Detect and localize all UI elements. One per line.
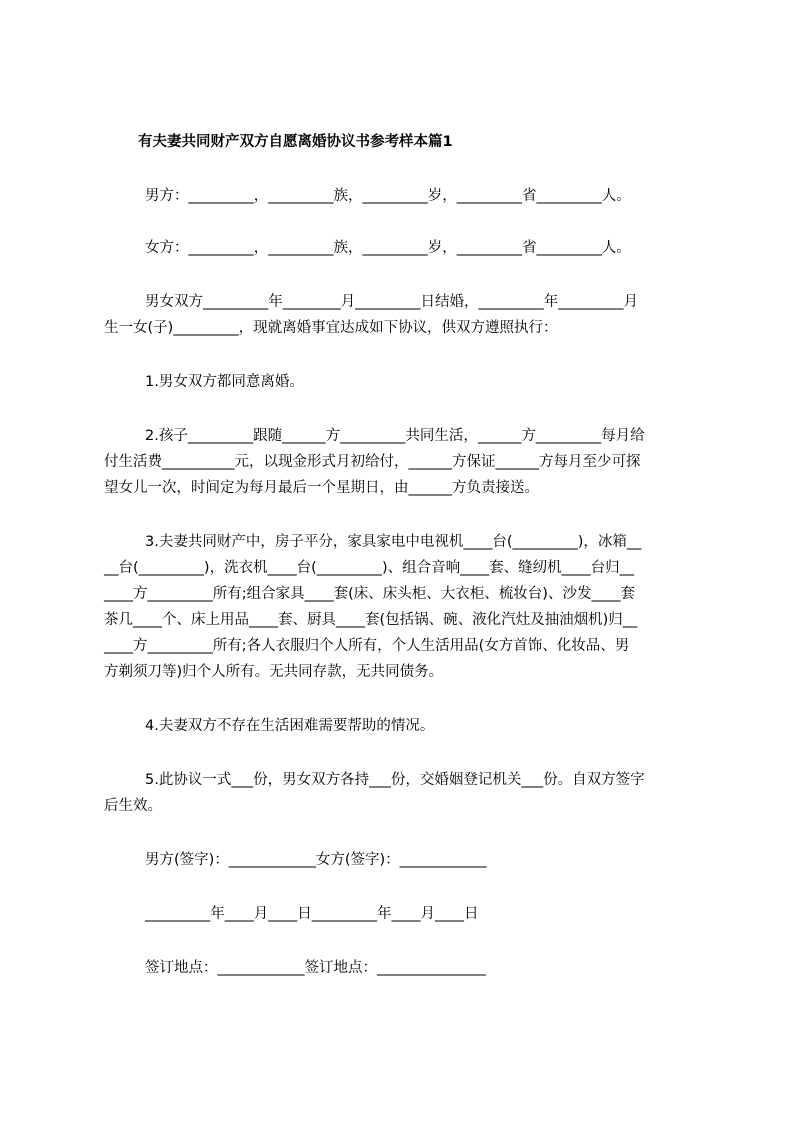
marriage-paragraph-line-2: 生一女(子)_________，现就离婚事宜达成如下协议，供双方遵照执行： xyxy=(104,320,558,336)
clause-3-line-5: ____方_________所有;各人衣服归个人所有，个人生活用品(女方首饰、化妆品、男 xyxy=(104,638,630,654)
clause-1: 1.男女双方都同意离婚。 xyxy=(145,374,304,390)
clause-5-line-2: 后生效。 xyxy=(104,798,162,814)
clause-5-line-1: 5.此协议一式___份，男女双方各持___份，交婚姻登记机关___份。自双方签字 xyxy=(145,772,645,788)
clause-2-line-1: 2.孩子_________跟随______方_________共同生活，______方_________每月给 xyxy=(145,428,645,444)
male-info-line: 男方：_________，_________族，_________岁，_________省_________人。 xyxy=(145,188,631,204)
female-info-line: 女方：_________，_________族，_________岁，_________省_________人。 xyxy=(145,240,631,256)
place-line: 签订地点：____________签订地点：_______________ xyxy=(145,960,486,976)
clause-3-line-3: ____方_________所有;组合家具____套(床、床头柜、大衣柜、梳妆台)、沙发____套 xyxy=(104,586,635,602)
clause-3-line-4: 茶几____个、床上用品____套、厨具____套(包括锅、碗、液化汽灶及抽油烟机)归__ xyxy=(104,612,638,628)
marriage-paragraph-line-1: 男女双方_________年________月_________日结婚，_________年_________月 xyxy=(145,294,638,310)
clause-2-line-3: 望女儿一次，时间定为每月最后一个星期日，由______方负责接送。 xyxy=(104,480,539,496)
document-title: 有夫妻共同财产双方自愿离婚协议书参考样本篇1 xyxy=(138,134,453,150)
clause-2-line-2: 付生活费__________元，以现金形式月初给付，______方保证______方每月至少可探 xyxy=(104,454,641,470)
clause-3-line-6: 方剃须刀等)归个人所有。无共同存款，无共同债务。 xyxy=(104,664,444,680)
clause-3-line-2: __台(_________)，洗衣机____台(_________)、组合音响____套、缝纫机____台归__ xyxy=(104,560,635,576)
clause-3-line-1: 3.夫妻共同财产中，房子平分，家具家电中电视机____台(_________)，冰箱__ xyxy=(145,534,642,550)
clause-4: 4.夫妻双方不存在生活困难需要帮助的情况。 xyxy=(145,718,435,734)
date-line: _________年____月____日_________年____月____日 xyxy=(145,906,479,922)
signature-line: 男方(签字)：____________女方(签字)：____________ xyxy=(145,852,487,868)
